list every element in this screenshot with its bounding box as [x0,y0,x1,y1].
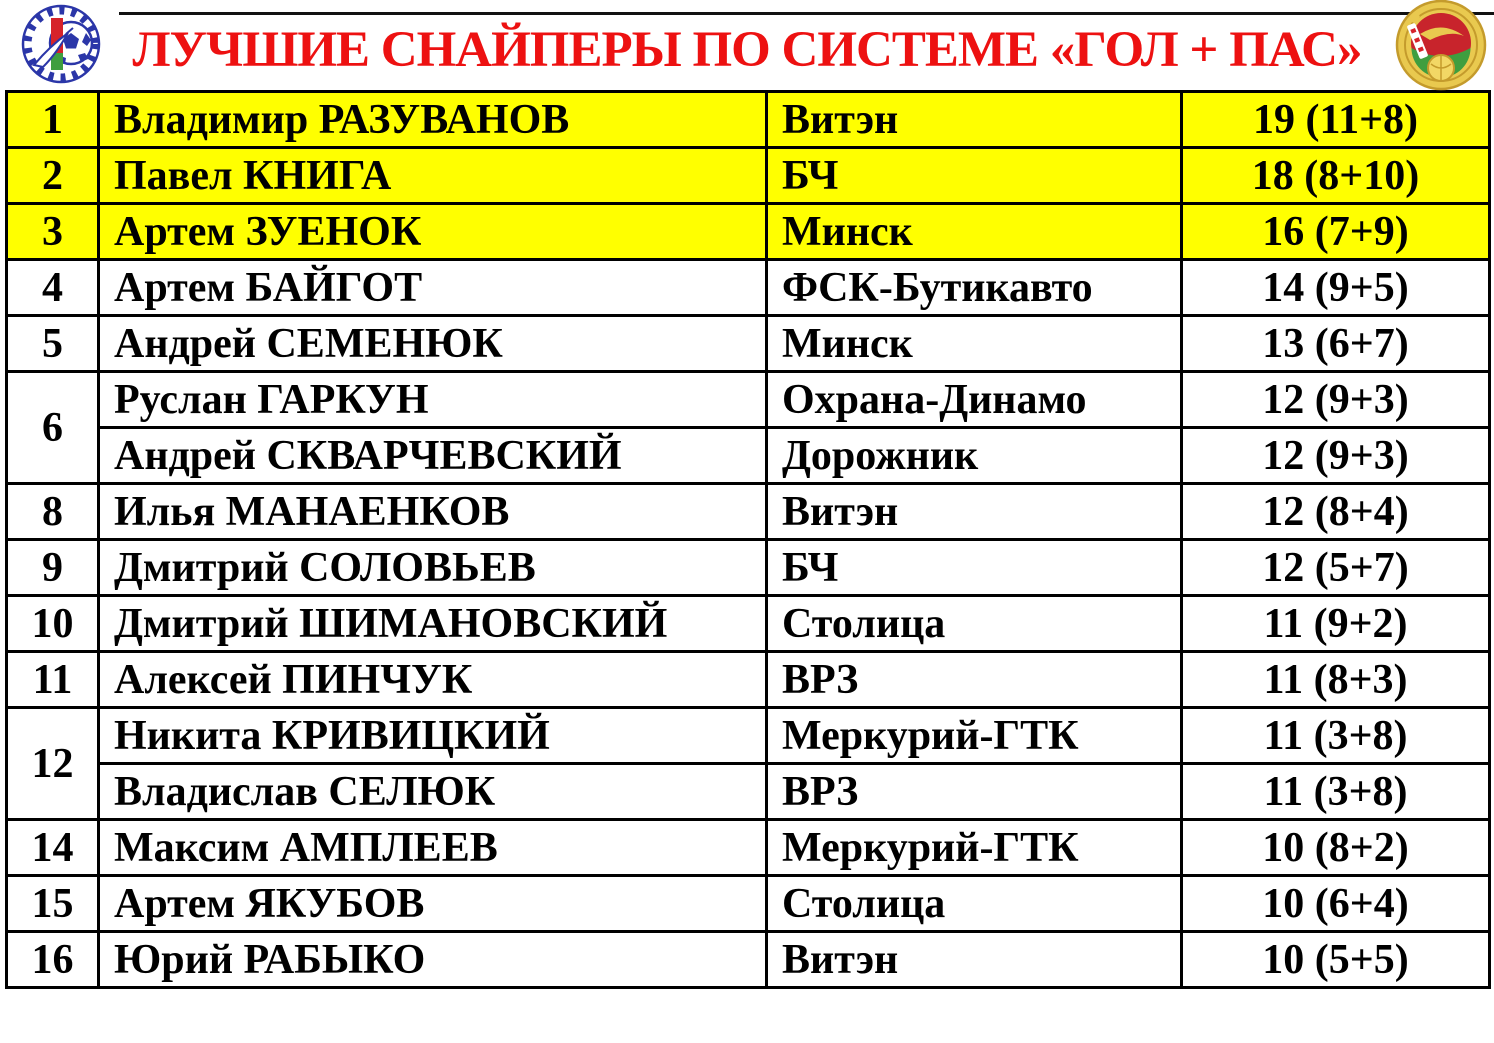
rank-cell: 8 [7,484,99,540]
team-cell: Витэн [767,92,1182,148]
points-cell: 11 (3+8) [1182,708,1490,764]
rank-cell: 2 [7,148,99,204]
rank-cell: 6 [7,372,99,484]
player-name-cell: Алексей ПИНЧУК [99,652,767,708]
page-title: ЛУЧШИЕ СНАЙПЕРЫ ПО СИСТЕМЕ «ГОЛ + ПАС» [132,22,1362,78]
table-row [7,484,1490,540]
player-name-cell: Никита КРИВИЦКИЙ [99,708,767,764]
table-row [7,708,1490,764]
team-cell: ВРЗ [767,652,1182,708]
rank-cell: 12 [7,708,99,820]
federation-emblem-icon [14,3,108,87]
player-name-cell: Андрей СЕМЕНЮК [99,316,767,372]
team-cell: БЧ [767,148,1182,204]
points-cell: 12 (9+3) [1182,428,1490,484]
player-name-cell: Дмитрий ШИМАНОВСКИЙ [99,596,767,652]
table-row [7,764,1490,820]
points-cell: 19 (11+8) [1182,92,1490,148]
team-cell: Витэн [767,484,1182,540]
player-name-cell: Артем ЗУЕНОК [99,204,767,260]
points-cell: 14 (9+5) [1182,260,1490,316]
table-row [7,148,1490,204]
team-cell: Минск [767,316,1182,372]
points-cell: 10 (5+5) [1182,932,1490,988]
points-cell: 16 (7+9) [1182,204,1490,260]
team-cell: Дорожник [767,428,1182,484]
rank-cell: 10 [7,596,99,652]
rank-cell: 11 [7,652,99,708]
team-cell: Охрана-Динамо [767,372,1182,428]
table-row [7,204,1490,260]
points-cell: 10 (6+4) [1182,876,1490,932]
team-cell: Меркурий-ГТК [767,708,1182,764]
rank-cell: 5 [7,316,99,372]
table-row [7,820,1490,876]
team-cell: Витэн [767,932,1182,988]
rank-cell: 16 [7,932,99,988]
table-row [7,428,1490,484]
rank-cell: 15 [7,876,99,932]
points-cell: 11 (3+8) [1182,764,1490,820]
points-cell: 12 (8+4) [1182,484,1490,540]
player-name-cell: Андрей СКВАРЧЕВСКИЙ [99,428,767,484]
player-name-cell: Артем ЯКУБОВ [99,876,767,932]
player-name-cell: Владислав СЕЛЮК [99,764,767,820]
points-cell: 10 (8+2) [1182,820,1490,876]
rank-cell: 1 [7,92,99,148]
player-name-cell: Максим АМПЛЕЕВ [99,820,767,876]
table-row [7,876,1490,932]
top-scorers-table [5,90,1491,989]
points-cell: 13 (6+7) [1182,316,1490,372]
points-cell: 12 (9+3) [1182,372,1490,428]
table-row [7,260,1490,316]
player-name-cell: Павел КНИГА [99,148,767,204]
header-rule [119,12,1494,15]
points-cell: 12 (5+7) [1182,540,1490,596]
player-name-cell: Владимир РАЗУВАНОВ [99,92,767,148]
player-name-cell: Артем БАЙГОТ [99,260,767,316]
points-cell: 11 (8+3) [1182,652,1490,708]
table-row [7,540,1490,596]
player-name-cell: Илья МАНАЕНКОВ [99,484,767,540]
points-cell: 11 (9+2) [1182,596,1490,652]
scorers-table-body [7,92,1490,988]
table-row [7,652,1490,708]
player-name-cell: Руслан ГАРКУН [99,372,767,428]
rank-cell: 4 [7,260,99,316]
table-row [7,316,1490,372]
team-cell: БЧ [767,540,1182,596]
team-cell: Меркурий-ГТК [767,820,1182,876]
medal-emblem-icon [1388,0,1492,92]
team-cell: Столица [767,596,1182,652]
table-row [7,92,1490,148]
team-cell: ФСК-Бутикавто [767,260,1182,316]
team-cell: Столица [767,876,1182,932]
points-cell: 18 (8+10) [1182,148,1490,204]
rank-cell: 9 [7,540,99,596]
player-name-cell: Дмитрий СОЛОВЬЕВ [99,540,767,596]
table-row [7,932,1490,988]
team-cell: Минск [767,204,1182,260]
rank-cell: 3 [7,204,99,260]
header [0,0,1494,90]
table-row [7,596,1490,652]
rank-cell: 14 [7,820,99,876]
table-row [7,372,1490,428]
player-name-cell: Юрий РАБЫКО [99,932,767,988]
team-cell: ВРЗ [767,764,1182,820]
